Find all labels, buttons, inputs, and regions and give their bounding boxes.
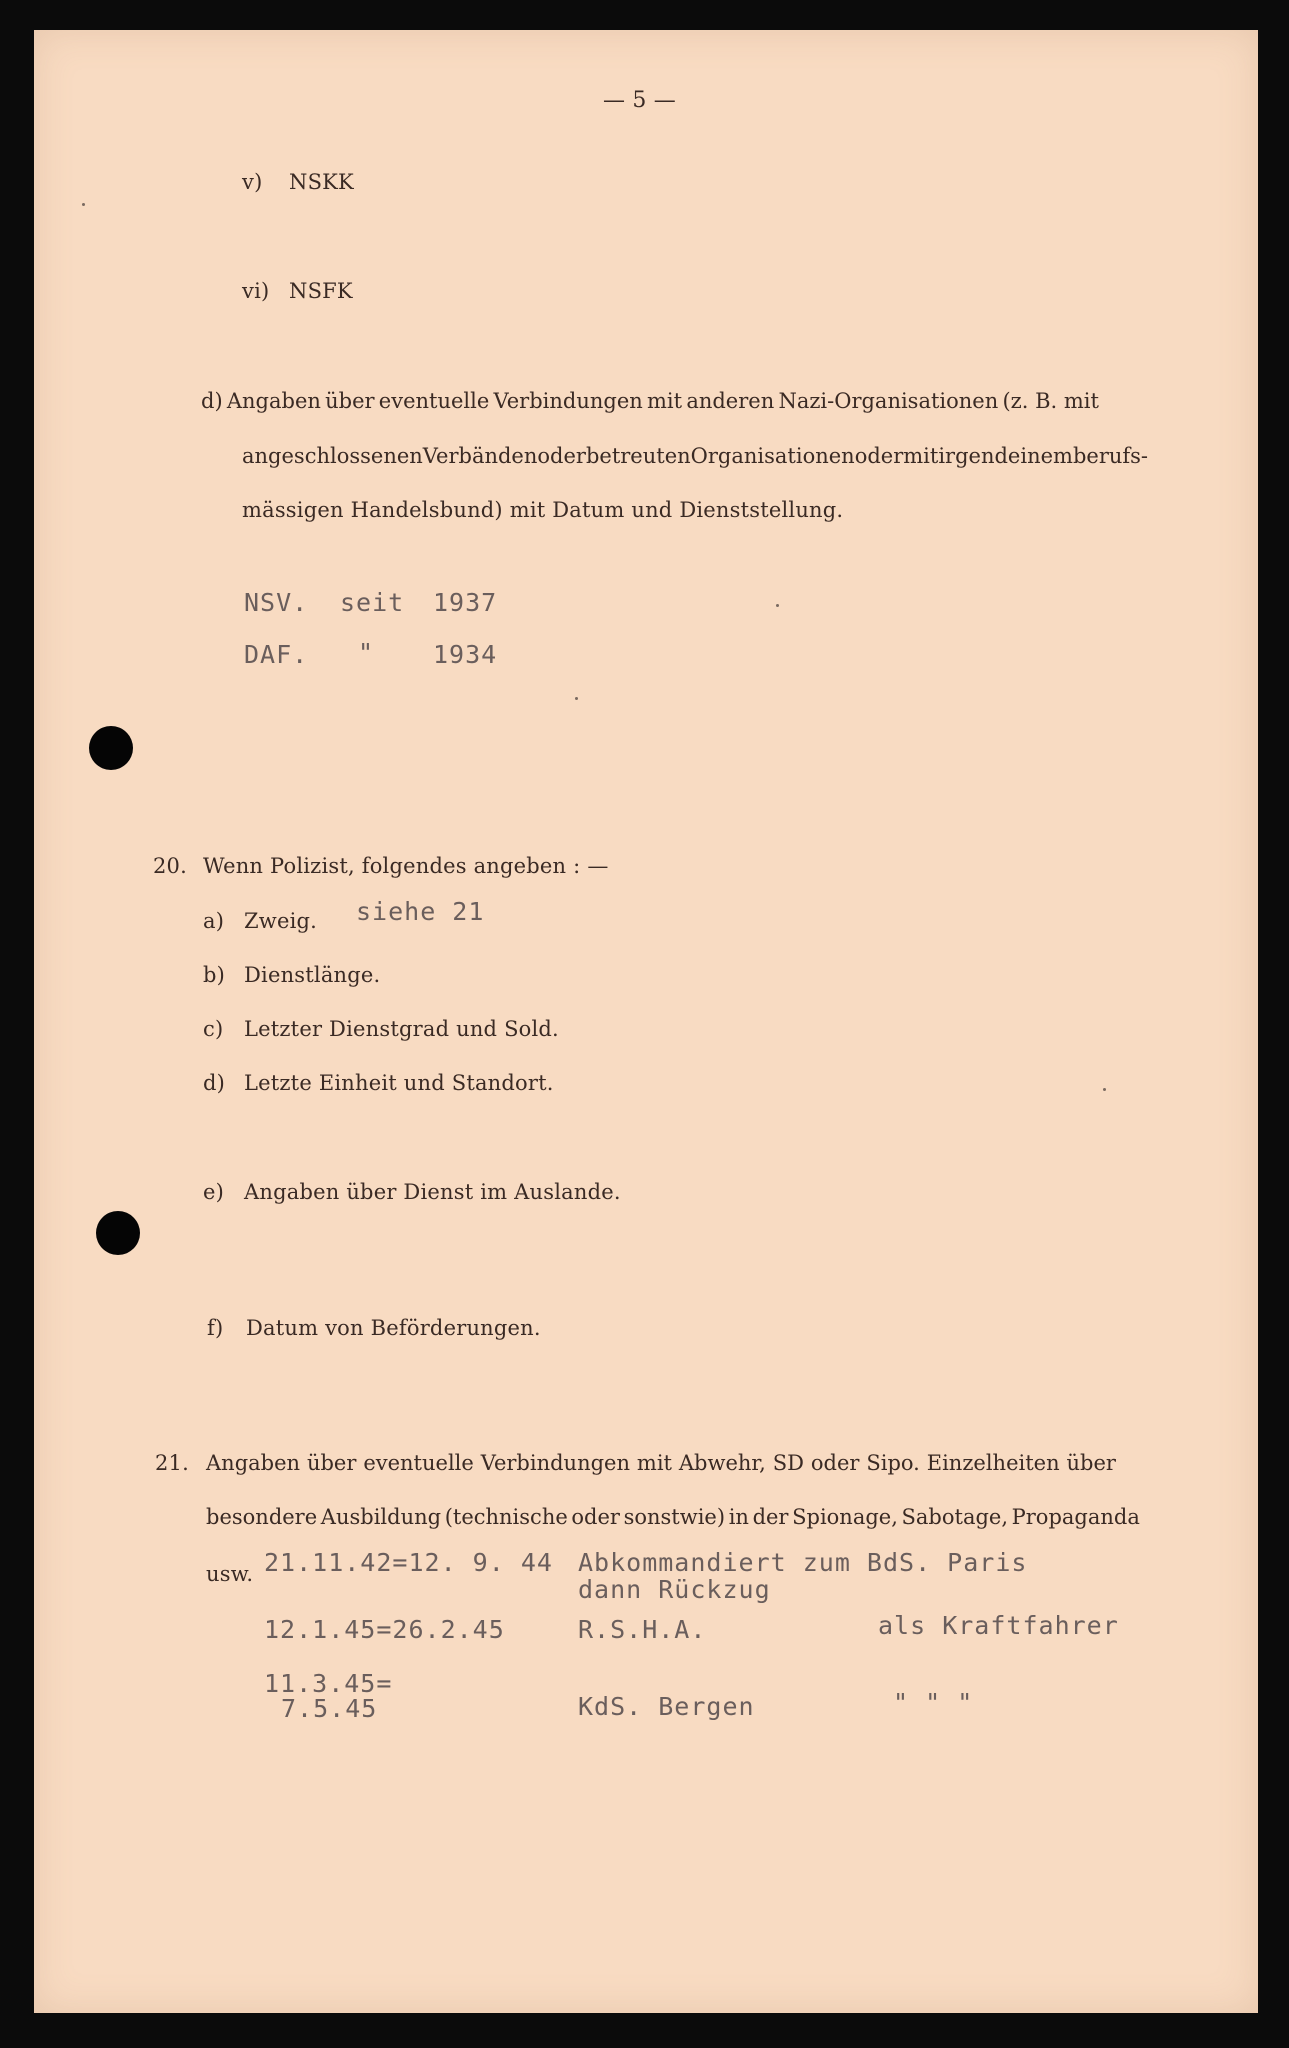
word: oder: [854, 444, 904, 468]
word: Ausbildung: [320, 1505, 442, 1529]
word: Organisationen: [690, 444, 855, 468]
word: Angaben: [226, 389, 321, 413]
answer-21-role: als Kraftfahrer: [878, 1611, 1119, 1640]
q21-number: 21.: [155, 1451, 189, 1475]
answer-21-place: Abkommandiert zum BdS. Paris: [578, 1548, 1028, 1577]
speck: [82, 203, 85, 206]
word: (technische: [444, 1505, 568, 1529]
word: der: [752, 1505, 789, 1529]
answer-d-year: 1934: [433, 640, 498, 669]
word: Verbänden: [422, 444, 538, 468]
word: über: [325, 389, 375, 413]
word: mit: [647, 389, 683, 413]
word: Einzelheiten: [926, 1451, 1060, 1475]
answer-21-place2: dann Rückzug: [578, 1575, 771, 1604]
q20-a-marker: a): [203, 909, 225, 933]
q21-usw: usw.: [206, 1562, 254, 1586]
word: angeschlossenen: [242, 444, 423, 468]
q20-b-label: Dienstlänge.: [244, 963, 381, 987]
item-d-line1: [201, 389, 1099, 413]
answer-d-word: ": [358, 638, 375, 667]
word: mit: [636, 1451, 672, 1475]
word: mit: [903, 444, 939, 468]
word: (z. B. mit: [1002, 389, 1099, 413]
word: berufs-: [1072, 444, 1149, 468]
answer-21-dates: 12.1.45=26.2.45: [264, 1615, 505, 1644]
page-number: — 5 —: [603, 88, 676, 113]
answer-21-dates: 21.11.42=12. 9. 44: [264, 1548, 553, 1577]
answer-21-place: KdS. Bergen: [578, 1692, 755, 1721]
word: Abwehr,: [678, 1451, 766, 1475]
word: Sipo.: [866, 1451, 920, 1475]
item-vi-label: NSFK: [289, 279, 353, 303]
word: Spionage,: [792, 1505, 898, 1529]
q20-d-label: Letzte Einheit und Standort.: [244, 1071, 554, 1095]
word: sonstwie): [623, 1505, 726, 1529]
answer-d-org: NSV.: [244, 588, 309, 617]
punch-hole-bottom: [96, 1211, 140, 1255]
answer-21-dates: 11.3.45=: [264, 1669, 393, 1698]
word: Angaben: [206, 1451, 301, 1475]
q20-e-label: Angaben über Dienst im Auslande.: [244, 1180, 621, 1204]
word: eventuelle: [378, 389, 490, 413]
q20-d-marker: d): [203, 1071, 226, 1095]
word: in: [728, 1505, 749, 1529]
q20-a-answer: siehe 21: [356, 897, 485, 926]
word: SD: [772, 1451, 804, 1475]
word: betreuten: [585, 444, 691, 468]
word: eventuelle: [363, 1451, 474, 1475]
q20-number: 20.: [153, 854, 187, 878]
speck: [1103, 1088, 1106, 1091]
word: besondere: [206, 1505, 318, 1529]
q20-text: Wenn Polizist, folgendes angeben : —: [203, 854, 609, 878]
answer-d-year: 1937: [433, 588, 498, 617]
q21-line2: [206, 1505, 1140, 1529]
answer-d-org: DAF.: [244, 640, 309, 669]
word: oder: [537, 444, 586, 468]
word: Verbindungen: [493, 389, 643, 413]
word: oder: [571, 1505, 620, 1529]
punch-hole-top: [89, 726, 133, 770]
q20-a-label: Zweig.: [244, 909, 318, 933]
answer-21-role: " " ": [893, 1688, 974, 1717]
word: anderen: [686, 389, 775, 413]
q20-b-marker: b): [203, 963, 226, 987]
word: Sabotage,: [901, 1505, 1009, 1529]
item-v-marker: v): [242, 170, 263, 194]
q20-c-marker: c): [203, 1017, 224, 1041]
word: irgendeinem: [938, 444, 1073, 468]
q20-c-label: Letzter Dienstgrad und Sold.: [244, 1017, 559, 1041]
item-v-label: NSKK: [289, 170, 354, 194]
item-d-line3: mässigen Handelsbund) mit Datum und Dienststellung.: [242, 498, 844, 522]
speck: [776, 604, 779, 607]
answer-21-place: R.S.H.A.: [578, 1615, 707, 1644]
q21-line1: [206, 1451, 1116, 1475]
word: über: [306, 1451, 357, 1475]
answer-d-word: seit: [340, 588, 405, 617]
word: über: [1066, 1451, 1116, 1475]
word: Nazi-Organisationen: [778, 389, 999, 413]
answer-21-dates2: 7.5.45: [281, 1694, 378, 1723]
q20-e-marker: e): [203, 1180, 225, 1204]
q20-f-marker: f): [207, 1316, 224, 1340]
item-d-line2: [242, 444, 1149, 468]
word: Propaganda: [1011, 1505, 1140, 1529]
word: Verbindungen: [480, 1451, 630, 1475]
word: oder: [810, 1451, 860, 1475]
item-vi-marker: vi): [242, 279, 270, 303]
word: d): [201, 389, 223, 413]
q20-f-label: Datum von Beförderungen.: [246, 1316, 541, 1340]
speck: [575, 697, 578, 700]
